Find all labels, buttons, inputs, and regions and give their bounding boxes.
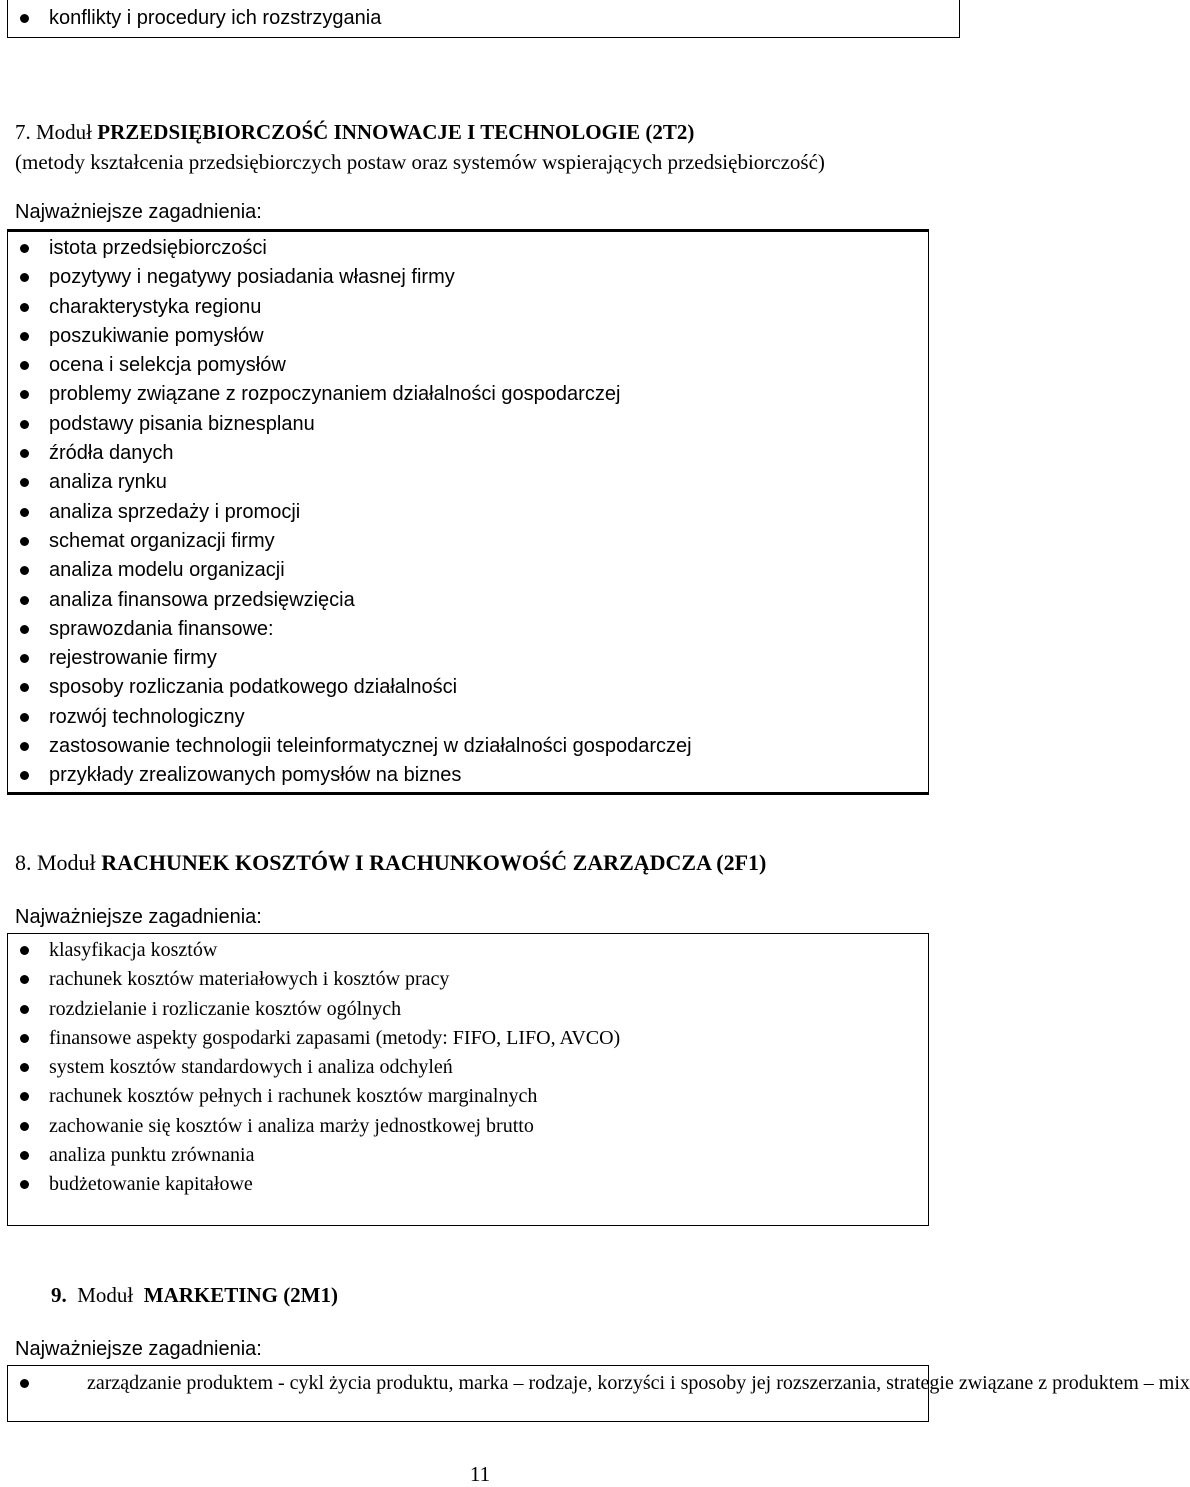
module-number: 7. [15,120,31,144]
list-item: analiza rynku [8,468,928,497]
list-item: rachunek kosztów pełnych i rachunek kosztów marginalnych [8,1082,928,1111]
list-item: zarządzanie produktem - cykl życia produktu, marka – rodzaje, korzyści i sposoby jej rozszerzania, strategie związane z produktem – mix [8,1369,920,1398]
list-item: rozdzielanie i rozliczanie kosztów ogólnych [8,995,928,1024]
module-7-heading [15,120,694,145]
list-item: podstawy pisania biznesplanu [8,410,928,439]
list-item: finansowe aspekty gospodarki zapasami (metody: FIFO, LIFO, AVCO) [8,1024,928,1053]
list-item: rachunek kosztów materiałowych i kosztów pracy [8,965,928,994]
module-7-topics-label: Najważniejsze zagadnienia: [15,201,262,223]
list-item: analiza finansowa przedsięwzięcia [8,586,928,615]
list-item: pozytywy i negatywy posiadania własnej firmy [8,263,928,292]
module-prefix: Moduł [77,1283,134,1307]
module-8-heading [15,850,766,876]
module-title: PRZEDSIĘBIORCZOŚĆ INNOWACJE I TECHNOLOGIE (2T2) [97,120,695,144]
module-prefix: Moduł [37,850,96,875]
module-9-topics-label: Najważniejsze zagadnienia: [15,1338,262,1360]
list-item: ocena i selekcja pomysłów [8,351,928,380]
module-8-topics-box [7,933,929,1226]
module-7-topics-list [8,234,928,791]
previous-topics-list [8,4,959,33]
list-item: schemat organizacji firmy [8,527,928,556]
module-8-topics-label: Najważniejsze zagadnienia: [15,906,262,928]
module-8-topics-list [8,936,928,1200]
previous-topics-box [7,0,960,38]
list-item: przykłady zrealizowanych pomysłów na biznes [8,761,928,790]
list-item: system kosztów standardowych i analiza odchyleń [8,1053,928,1082]
module-prefix: Moduł [36,120,93,144]
module-title: MARKETING (2M1) [143,1283,338,1307]
module-number: 8. [15,850,32,875]
list-item: konflikty i procedury ich rozstrzygania [8,4,959,33]
module-9-topics-box [7,1365,1190,1422]
list-item: klasyfikacja kosztów [8,936,928,965]
module-9-heading [51,1283,338,1308]
module-7-subtitle: (metody kształcenia przedsiębiorczych postaw oraz systemów wspierających przedsiębiorczość) [15,150,825,174]
list-item: rejestrowanie firmy [8,644,928,673]
list-item: charakterystyka regionu [8,293,928,322]
list-item: źródła danych [8,439,928,468]
list-item: zastosowanie technologii teleinformatycznej w działalności gospodarczej [8,732,928,761]
list-item: sposoby rozliczania podatkowego działalności [8,673,928,702]
list-item: rozwój technologiczny [8,703,928,732]
list-item: poszukiwanie pomysłów [8,322,928,351]
list-item: istota przedsiębiorczości [8,234,928,263]
list-item: analiza sprzedaży i promocji [8,498,928,527]
page-number: 11 [469,1462,491,1486]
list-item: analiza punktu zrównania [8,1141,928,1170]
list-item: zachowanie się kosztów i analiza marży jednostkowej brutto [8,1112,928,1141]
module-number: 9. [51,1283,67,1307]
list-item: problemy związane z rozpoczynaniem działalności gospodarczej [8,380,928,409]
list-item: sprawozdania finansowe: [8,615,928,644]
module-9-topics-list [8,1369,1190,1398]
list-item: analiza modelu organizacji [8,556,928,585]
list-item: budżetowanie kapitałowe [8,1170,928,1199]
module-7-topics-box [7,229,929,795]
module-title: RACHUNEK KOSZTÓW I RACHUNKOWOŚĆ ZARZĄDCZA (2F1) [101,850,767,875]
